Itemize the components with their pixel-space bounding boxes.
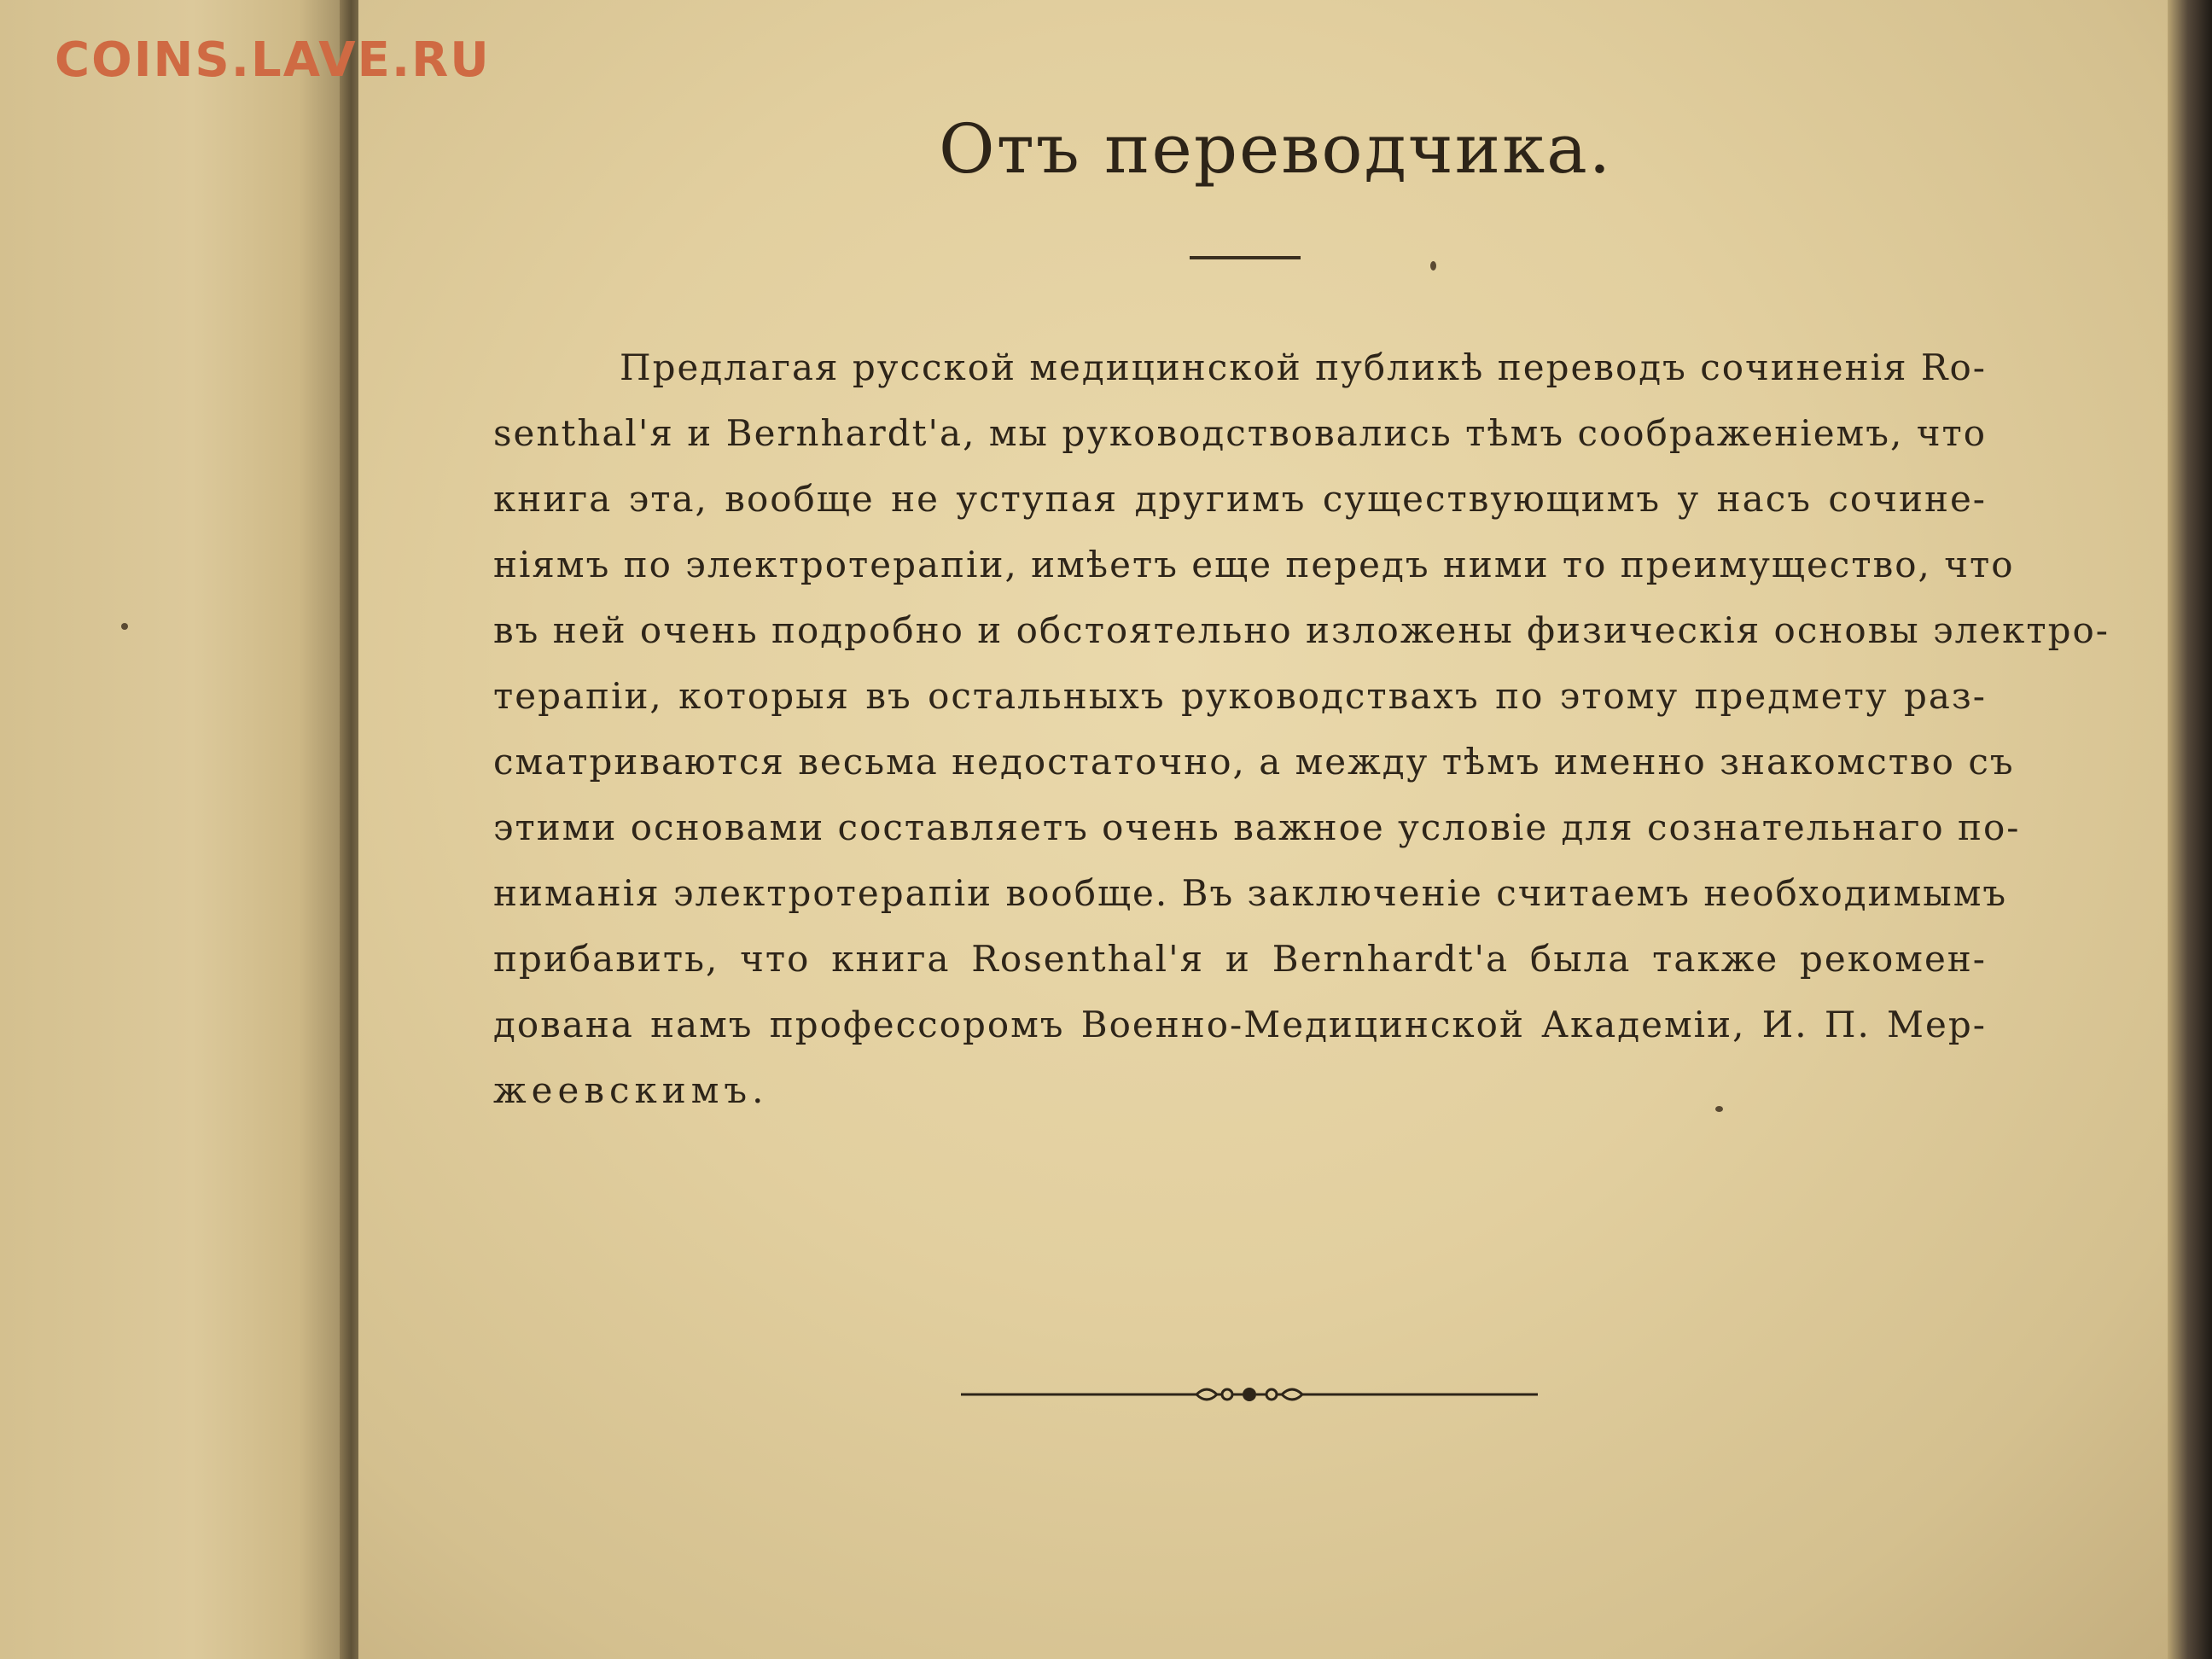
text-line: ниманія электротерапіи вообще. Въ заключеніе считаемъ необходимымъ (493, 872, 2008, 914)
translator-note-paragraph (493, 335, 2110, 1123)
text-line: этими основами составляетъ очень важное условіе для сознательнаго по- (493, 806, 2021, 848)
text-line: жеевскимъ. (493, 1069, 769, 1111)
page-edge (2168, 0, 2212, 1659)
text-line: въ ней очень подробно и обстоятельно изложены физическія основы электро- (493, 609, 2110, 651)
text-line: книга эта, вообще не уступая другимъ существующимъ у насъ сочине- (493, 478, 1987, 520)
text-line: сматриваются весьма недостаточно, а между тѣмъ именно знакомство съ (493, 741, 2015, 783)
page-title: Отъ переводчика. (939, 109, 1613, 189)
left-page (0, 0, 352, 1659)
paper-speck (121, 623, 128, 630)
text-line: прибавить, что книга Rosenthal'я и Bernhardt'а была также рекомен- (493, 938, 1987, 980)
paper-speck (1430, 261, 1436, 271)
title-rule (1190, 256, 1301, 259)
site-watermark: COINS.LAVE.RU (55, 32, 491, 88)
text-line: дована намъ профессоромъ Военно-Медицинской Академіи, И. П. Мер- (493, 1004, 1987, 1045)
text-line: ніямъ по электротерапіи, имѣетъ еще передъ ними то преимущество, что (493, 544, 2015, 585)
end-ornament (961, 1379, 1538, 1410)
text-line: Предлагая русской медицинской публикѣ переводъ сочиненія Ro- (620, 346, 1987, 388)
text-line: терапіи, которыя въ остальныхъ руководствахъ по этому предмету раз- (493, 675, 1987, 717)
text-line: senthal'я и Bernhardt'а, мы руководствовались тѣмъ соображеніемъ, что (493, 412, 1987, 454)
